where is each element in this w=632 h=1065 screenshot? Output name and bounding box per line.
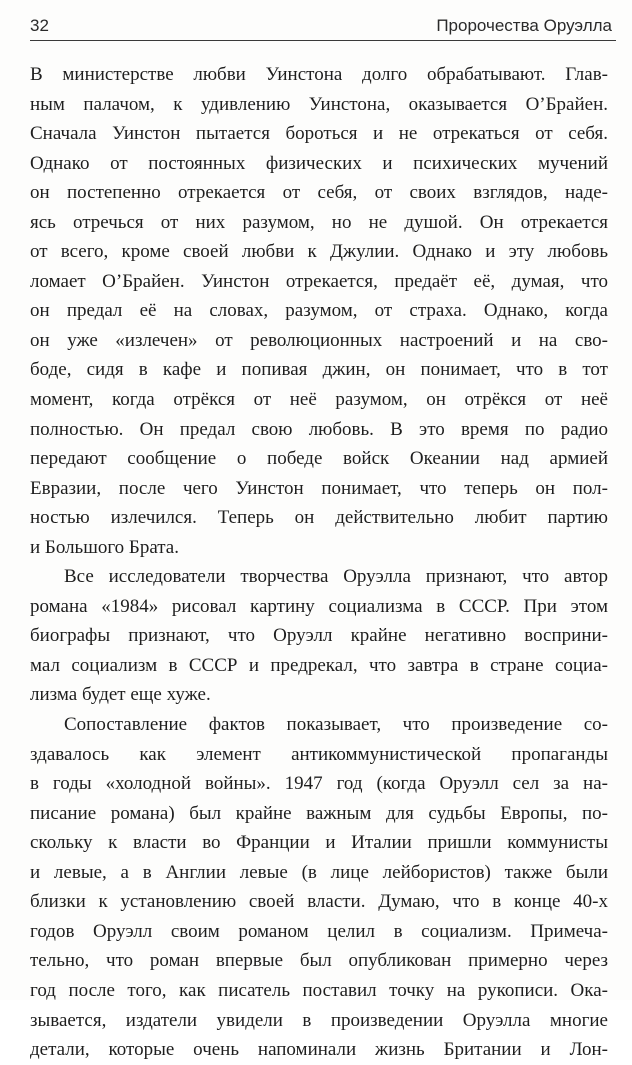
text-line: биографы признают, что Оруэлл крайне негативно восприни- [30,625,608,647]
text-line: Все исследователи творчества Оруэлла признают, что автор [64,566,608,588]
text-line: боде, сидя в кафе и попивая джин, он понимает, что в тот [30,359,608,381]
running-title: Пророчества Оруэлла [436,16,612,35]
text-line: Однако от постоянных физических и психических мучений [30,152,608,174]
text-line: полностью. Он предал свою любовь. В это время по радио [30,418,608,440]
text-line: писание романа) был крайне важным для судьбы Европы, по- [30,802,608,824]
text-line: тельно, что роман впервые был опубликован примерно через [30,950,608,972]
text-line: ным палачом, к удивлению Уинстона, оказывается О’Брайен. [30,93,608,115]
text-line: близки к установлению своей власти. Думаю, что в конце 40-х [30,891,608,913]
text-line: Сначала Уинстон пытается бороться и не отрекаться от себя. [30,123,608,145]
text-line: и Большого Брата. [30,536,179,558]
text-line: он предал её на словах, разумом, от страха. Однако, когда [30,300,608,322]
running-header [30,14,616,41]
text-line: здавалось как элемент антикоммунистической пропаганды [30,743,608,765]
body-text [30,60,608,1065]
text-line: ясь отречься от них разумом, но не душой. Он отрекается [30,211,608,233]
paragraph [30,60,608,562]
text-line: романа «1984» рисовал картину социализма в СССР. При этом [30,595,608,617]
text-line: скольку к власти во Франции и Италии пришли коммунисты [30,832,608,854]
text-line: момент, когда отрёкся от неё разумом, он отрёкся от неё [30,389,608,411]
text-line: он постепенно отрекается от себя, от своих взглядов, наде- [30,182,608,204]
paragraph [30,562,608,710]
paragraph [30,710,608,1065]
text-line: зывается, издатели увидели в произведении Оруэлла многие [30,1009,608,1031]
text-line: В министерстве любви Уинстона долго обрабатывают. Глав- [30,64,608,85]
text-line: годов Оруэлл своим романом целил в социализм. Примеча- [30,920,608,942]
text-line: в годы «холодной войны». 1947 год (когда Оруэлл сел за на- [30,773,608,795]
text-line: от всего, кроме своей любви к Джулии. Однако и эту любовь [30,241,608,263]
text-line: и левые, а в Англии левые (в лице лейбористов) также были [30,861,608,883]
text-line: передают сообщение о победе войск Океании над армией [30,448,608,470]
text-line: Сопоставление фактов показывает, что произведение со- [64,714,608,736]
text-line: детали, которые очень напоминали жизнь Британии и Лон- [30,1039,608,1061]
text-line: мал социализм в СССР и предрекал, что завтра в стране социа- [30,654,608,676]
text-line: год после того, как писатель поставил точку на рукописи. Ока- [30,979,608,1001]
page-number: 32 [30,16,49,35]
text-line: ностью излечился. Теперь он действительно любит партию [30,507,608,529]
text-line: он уже «излечен» от революционных настроений и на сво- [30,329,608,351]
text-line: ломает О’Брайен. Уинстон отрекается, предаёт её, думая, что [30,270,608,292]
text-line: лизма будет еще хуже. [30,684,211,706]
text-line: Евразии, после чего Уинстон понимает, что теперь он пол- [30,477,608,499]
